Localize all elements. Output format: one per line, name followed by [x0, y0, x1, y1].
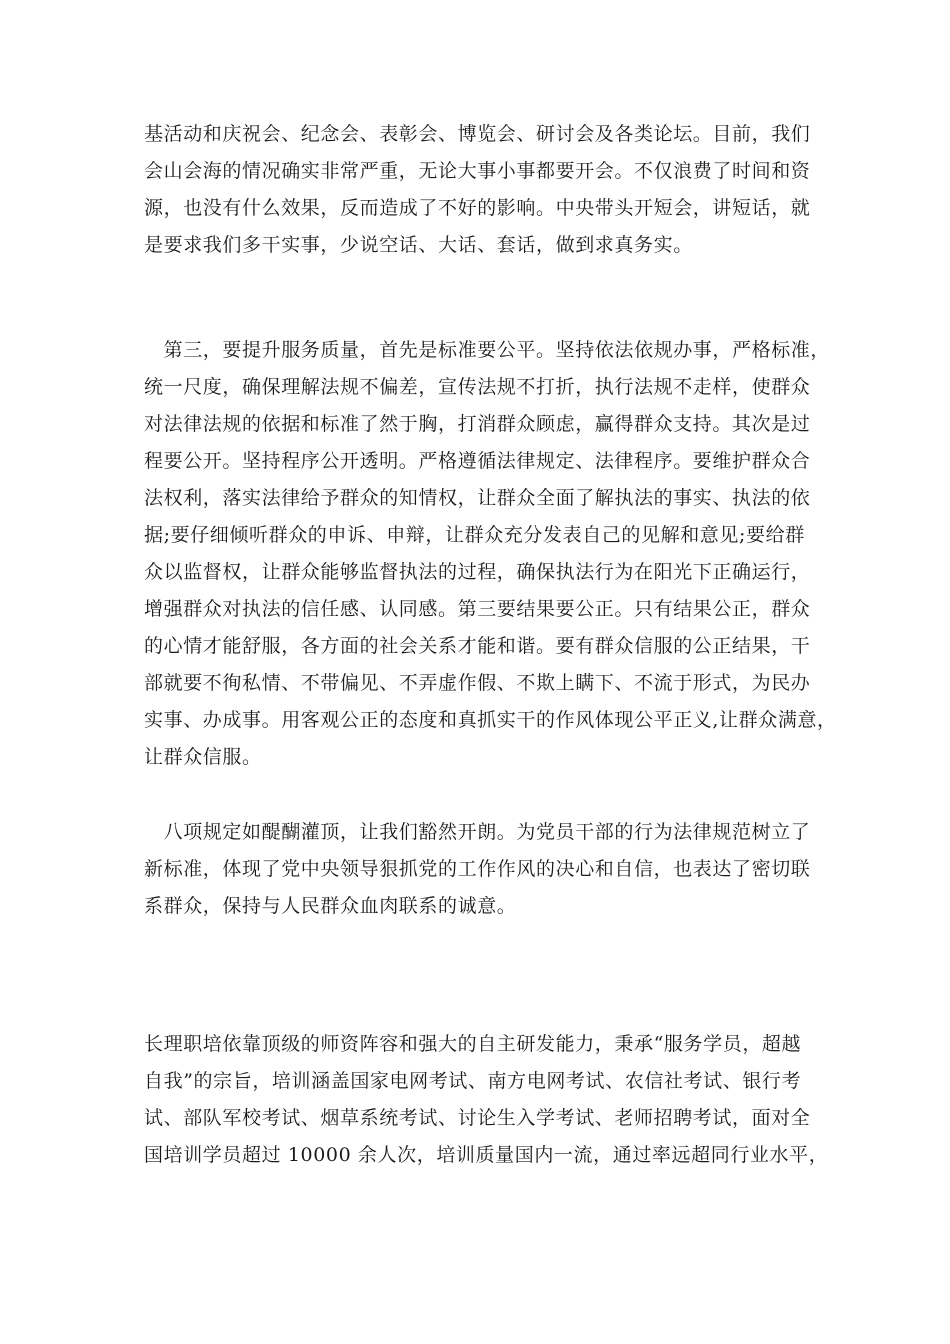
text-line: 新标准，体现了党中央领导狠抓党的工作作风的决心和自信，也表达了密切联: [144, 858, 811, 880]
paragraph-meetings: [144, 116, 824, 264]
text-line: 国培训学员超过 10000 余人次，培训质量国内一流，通过率远超同行业水平，: [144, 1144, 829, 1166]
text-line: 实事、办成事。用客观公正的态度和真抓实干的作风体现公平正义,让群众满意，: [144, 709, 837, 731]
text-line: 据;要仔细倾听群众的申诉、申辩，让群众充分发表自己的见解和意见;要给群: [144, 524, 805, 546]
text-line: 第三，要提升服务质量，首先是标准要公平。坚持依法依规办事，严格标准，: [144, 339, 831, 361]
text-line: 的心情才能舒服，各方面的社会关系才能和谐。要有群众信服的公正结果，干: [144, 635, 811, 657]
text-line: 统一尺度，确保理解法规不偏差，宣传法规不打折，执行法规不走样，使群众: [144, 376, 811, 398]
text-line: 源，也没有什么效果，反而造成了不好的影响。中央带头开短会，讲短话，就: [144, 197, 811, 219]
paragraph-training-promo: [144, 1026, 829, 1174]
text-line: 程要公开。坚持程序公开透明。严格遵循法律规定、法律程序。要维护群众合: [144, 450, 811, 472]
text-line: 是要求我们多干实事，少说空话、大话、套话，做到求真务实。: [144, 234, 693, 256]
text-line: 众以监督权，让群众能够监督执法的过程，确保执法行为在阳光下正确运行，: [144, 561, 811, 583]
text-line: 八项规定如醍醐灌顶，让我们豁然开朗。为党员干部的行为法律规范树立了: [144, 821, 811, 843]
paragraph-service-quality: [144, 332, 837, 776]
text-line: 增强群众对执法的信任感、认同感。第三要结果要公正。只有结果公正，群众: [144, 598, 811, 620]
text-line: 法权利，落实法律给予群众的知情权，让群众全面了解执法的事实、执法的依: [144, 487, 811, 509]
text-line: 对法律法规的依据和标准了然于胸，打消群众顾虑，赢得群众支持。其次是过: [144, 413, 811, 435]
paragraph-eight-rules: [144, 814, 824, 925]
text-line: 自我”的宗旨，培训涵盖国家电网考试、南方电网考试、农信社考试、银行考: [144, 1070, 802, 1092]
text-line: 让群众信服。: [144, 746, 262, 768]
text-line: 试、部队军校考试、烟草系统考试、讨论生入学考试、老师招聘考试，面对全: [144, 1107, 811, 1129]
text-line: 基活动和庆祝会、纪念会、表彰会、博览会、研讨会及各类论坛。目前，我们: [144, 123, 811, 145]
text-line: 长理职培依靠顶级的师资阵容和强大的自主研发能力，秉承“服务学员，超越: [144, 1033, 802, 1055]
text-line: 部就要不徇私情、不带偏见、不弄虚作假、不欺上瞒下、不流于形式，为民办: [144, 672, 811, 694]
text-line: 系群众，保持与人民群众血肉联系的诚意。: [144, 895, 517, 917]
text-line: 会山会海的情况确实非常严重，无论大事小事都要开会。不仅浪费了时间和资: [144, 160, 811, 182]
